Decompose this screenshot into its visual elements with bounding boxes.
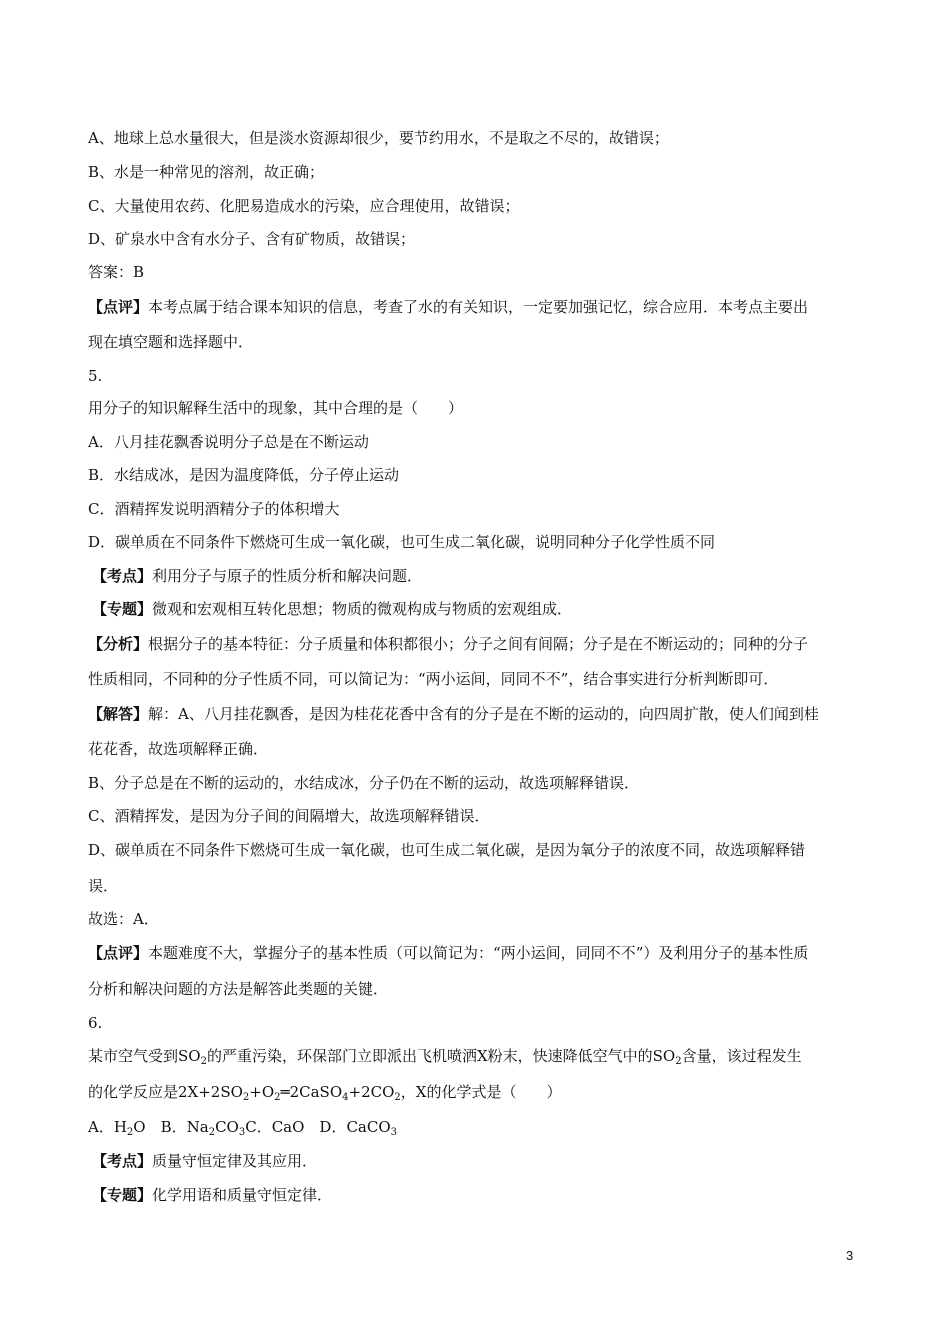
subscript: 3 [390, 1127, 398, 1138]
q6-stem-part: ═2CaSO [280, 1083, 343, 1101]
subscript: 2 [675, 1056, 682, 1067]
q6-options [88, 1117, 878, 1137]
q5-jieda-c: C、酒精挥发，是因为分子间的间隔增大，故选项解释错误． [88, 807, 490, 825]
q6-stem-line1 [88, 1046, 878, 1066]
kaodian-text: 利用分子与原子的性质分析和解决问题． [152, 567, 423, 585]
q6-stem-part: +2CO [348, 1083, 395, 1101]
q6-number: 6. [88, 1014, 103, 1032]
q5-number: 5. [88, 367, 103, 385]
q5-stem: 用分子的知识解释生活中的现象，其中合理的是（ ） [88, 399, 464, 417]
comment-text: 本考点属于结合课本知识的信息，考查了水的有关知识，一定要加强记忆，综合应用．本考点主要出 [148, 298, 809, 316]
q5-jieda-d: D、碳单质在不同条件下燃烧可生成一氧化碳，也可生成二氧化碳，是因为氧分子的浓度不同，故选项解释错 [88, 841, 806, 859]
q6-stem-part: 某市空气受到SO [88, 1047, 201, 1065]
q6-option-part: O B．Na [133, 1118, 209, 1136]
subscript: 2 [394, 1092, 401, 1103]
subscript: 4 [342, 1092, 349, 1103]
q5-option-d: D．碳单质在不同条件下燃烧可生成一氧化碳，也可生成二氧化碳，说明同种分子化学性质不同 [88, 533, 716, 551]
q6-kaodian [92, 1151, 882, 1171]
q4-comment [88, 297, 878, 317]
q5-dianping-cont: 分析和解决问题的方法是解答此类题的关键． [88, 980, 389, 998]
q5-jieda [88, 704, 878, 724]
q4-option-b-explanation: B、水是一种常见的溶剂，故正确； [88, 163, 325, 181]
q5-jieda-cont: 花花香，故选项解释正确． [88, 740, 269, 758]
zhuanti-tag: 【专题】 [92, 600, 153, 618]
q4-option-c-explanation: C、大量使用农药、化肥易造成水的污染，应合理使用，故错误； [88, 197, 520, 215]
subscript: 3 [238, 1127, 246, 1138]
q5-option-c: C．酒精挥发说明酒精分子的体积增大 [88, 500, 340, 518]
zhuanti-text: 微观和宏观相互转化思想；物质的微观构成与物质的宏观组成． [152, 600, 573, 618]
comment-tag: 【点评】 [88, 298, 149, 316]
q6-stem-part: ，X的化学式是（ ） [400, 1083, 562, 1101]
q6-option-part: CO [215, 1118, 239, 1136]
dianping-tag: 【点评】 [88, 944, 149, 962]
q4-answer: 答案：B [88, 263, 145, 281]
q5-option-b: B．水结成冰，是因为温度降低，分子停止运动 [88, 466, 400, 484]
q5-fenxi [88, 634, 878, 654]
fenxi-tag: 【分析】 [88, 635, 149, 653]
fenxi-text: 根据分子的基本特征：分子质量和体积都很小；分子之间有间隔；分子是在不断运动的；同种的分子 [148, 635, 809, 653]
jieda-tag: 【解答】 [88, 705, 149, 723]
q5-choice: 故选：A． [88, 910, 159, 928]
kaodian-tag: 【考点】 [92, 1152, 153, 1170]
q6-zhuanti [92, 1185, 882, 1205]
q6-stem-part: 的严重污染，环保部门立即派出飞机喷洒X粉末，快速降低空气中的SO [206, 1047, 676, 1065]
q5-zhuanti [92, 599, 882, 619]
q6-stem-line2 [88, 1082, 878, 1102]
q5-jieda-b: B、分子总是在不断的运动的，水结成冰，分子仍在不断的运动，故选项解释错误． [88, 774, 640, 792]
q4-comment-cont: 现在填空题和选择题中． [88, 333, 254, 351]
subscript: 2 [200, 1056, 207, 1067]
subscript: 2 [242, 1092, 250, 1103]
q6-stem-part: 含量，该过程发生 [681, 1047, 802, 1065]
subscript: 2 [274, 1092, 281, 1103]
jieda-text: 解：A、八月挂花飘香，是因为桂花花香中含有的分子是在不断的运动的，向四周扩散，使人们闻到桂 [148, 705, 819, 723]
q4-option-d-explanation: D、矿泉水中含有水分子、含有矿物质，故错误； [88, 230, 416, 248]
q5-kaodian [92, 566, 882, 586]
q5-option-a: A．八月挂花飘香说明分子总是在不断运动 [88, 433, 369, 451]
dianping-text: 本题难度不大，掌握分子的基本性质（可以简记为：“两小运间，同同不不”）及利用分子的基本性质 [148, 944, 809, 962]
q5-jieda-d-cont: 误． [88, 877, 119, 895]
q6-option-part: A．H [88, 1118, 127, 1136]
zhuanti-tag: 【专题】 [92, 1186, 153, 1204]
q6-stem-part: 的化学反应是2X+2SO [88, 1083, 243, 1101]
kaodian-text: 质量守恒定律及其应用． [152, 1152, 318, 1170]
q5-dianping [88, 943, 878, 963]
page-number: 3 [846, 1248, 854, 1263]
q6-option-part: C．CaO D．CaCO [245, 1118, 391, 1136]
kaodian-tag: 【考点】 [92, 567, 153, 585]
q4-option-a-explanation: A、地球上总水量很大，但是淡水资源却很少，要节约用水，不是取之不尽的，故错误； [88, 129, 669, 147]
subscript: 2 [126, 1127, 134, 1138]
zhuanti-text: 化学用语和质量守恒定律． [152, 1186, 333, 1204]
q6-stem-part: +O [249, 1083, 275, 1101]
subscript: 2 [208, 1127, 216, 1138]
q5-fenxi-cont: 性质相同，不同种的分子性质不同，可以简记为：“两小运间，同同不不”，结合事实进行分析判断即可． [88, 670, 779, 688]
